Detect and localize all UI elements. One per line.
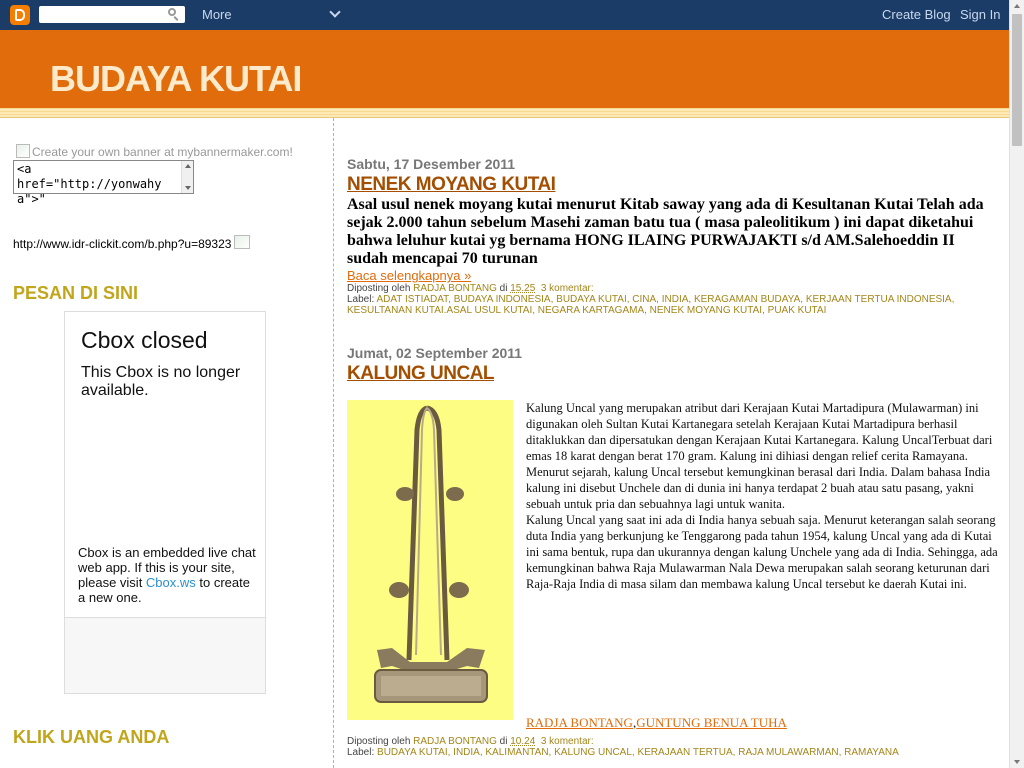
cbox-message: This Cbox is no longer available. [81,364,241,399]
search-icon[interactable] [168,8,180,20]
author-link[interactable]: RADJA BONTANG [413,736,497,747]
post-body: Kalung Uncal yang merupakan atribut dari Kerajaan Kutai Martadipura (Mulawarman) ini digunakan oleh Sultan Kutai Kartanegara setelah Kerajaan Kutai Martadipura berhasil ditaklukkan dan dipersatukan dengan Kerajaan Kutai Kartanegara. Kalung UncalTerbuat dari emas 18 karat dengan berat 170 gram. Kalung ini dihiasi dengan relief cerita Ramayana. Menurut sejarah, kalung Uncal tersebut kemungkinan berasal dari India. Dalam bahasa India kalung ini disebut Unchele dan di dunia ini hanya terdapat 2 buah atau satu pasang, yakni sebuah untuk pria dan sebuahnya lagi untuk wanita. Kalung Uncal yang saat ini ada di India hanya sebuah saja. Menurut keterangan salah seorang duta India yang berkunjung ke Tenggarong pada tahun 1954, kalung Uncal yang ada di Kutai ini sama bentuk, rupa dan ukurannya dengan kalung Unchele yang ada di India. Sehingga, ada kemungkinan bahwa Raja Mulawarman Nala Dewa merupakan salah seorang keturunan dari Raja-Raja India di masa silam dan membawa kalung Uncal tersebut ke daerah Kutai ini. [526,401,998,591]
post-time-link[interactable]: 10.24 [510,736,536,747]
scroll-thumb[interactable] [1012,14,1022,146]
banner-image[interactable]: Create your own banner at mybannermaker.com! [16,144,293,159]
post-meta: Diposting oleh RADJA BONTANG di 15.25 3 komentar: Label: ADAT ISTIADAT, BUDAYA INDONESIA, BUDAYA KUTAI, CINA, INDIA, KERAGAMAN BUDAYA, KERJAAN TERTUA INDONESIA, KESULTANAN KUTAI.ASAL USUL KUTAI, NEGARA KARTAGAMA, NENEK MOYANG KUTAI, PUAK KUTAI [347,283,955,316]
read-more-link[interactable]: Baca selengkapnya » [347,268,472,283]
post-labels[interactable]: BUDAYA KUTAI, INDIA, KALIMANTAN, KALUNG UNCAL, KERAJAAN TERTUA, RAJA MULAWARMAN, RAMAYANA [377,747,899,758]
scroll-down-icon[interactable] [1014,760,1020,764]
post-date: Sabtu, 17 Desember 2011 [347,156,516,172]
widget-title-klik: KLIK UANG ANDA [13,727,170,747]
page-scrollbar[interactable] [1009,0,1024,768]
chevron-down-icon[interactable] [329,6,340,17]
broken-image-icon[interactable] [234,235,250,249]
kalung-uncal-image[interactable] [347,400,513,720]
blog-header [0,30,1009,110]
header-stripe [0,108,1009,118]
post-labels[interactable]: ADAT ISTIADAT, BUDAYA INDONESIA, BUDAYA KUTAI, CINA, INDIA, KERAGAMAN BUDAYA, KERJAAN TERTUA INDONESIA, KESULTANAN KUTAI.ASAL USUL KUTAI, NEGARA KARTAGAMA, NENEK MOYANG KUTAI, PUAK KUTAI [347,294,955,316]
necklace-illustration [347,400,513,720]
cbox-link[interactable]: Cbox.ws [145,575,196,590]
post-date: Jumat, 02 September 2011 [347,345,523,361]
post-title[interactable]: NENEK MOYANG KUTAI [347,174,556,195]
main-content [334,118,1009,768]
post-title[interactable]: KALUNG UNCAL [347,363,495,384]
radja-bontang-link[interactable]: RADJA BONTANG [526,715,633,730]
post-time-link[interactable]: 15.25 [510,283,536,294]
blogger-logo-icon[interactable] [10,5,30,25]
textarea-scrollbar[interactable] [181,161,193,193]
create-blog-link[interactable]: Create Blog [882,7,951,22]
sign-in-link[interactable]: Sign In [960,7,1001,22]
blog-title[interactable]: BUDAYA KUTAI [50,58,302,99]
scroll-up-icon[interactable] [1014,4,1020,8]
search-input[interactable] [39,6,185,23]
post-links: RADJA BONTANG,GUNTUNG BENUA TUHA [526,715,787,730]
navbar [0,0,1024,30]
cbox-about: Cbox is an embedded live chat web app. If this is your site, please visit Cbox.ws to create a new one. [78,545,256,605]
cbox-widget [64,311,266,694]
guntung-benua-tuha-link[interactable]: GUNTUNG BENUA TUHA [636,715,787,730]
post-body: Asal usul nenek moyang kutai menurut Kitab saway yang ada di Kesultanan Kutai Telah ada sejak 2.000 tahun sebelum Masehi zaman batu tua ( masa paleolitikum ) ini dapat diketahui bahwa leluhur kutai yg bernama HONG ILAING PURWAJAKTI s/d AM.Salehoeddin II sudah mencapai 70 turunan [347,196,984,267]
comments-link[interactable]: 3 komentar: [540,283,594,294]
comments-link[interactable]: 3 komentar: [540,736,594,747]
sidebar [0,118,333,768]
banner-code-textarea[interactable]: <a href="http://yonwahy a">" [13,160,194,194]
post-meta: Diposting oleh RADJA BONTANG di 10.24 3 komentar: Label: BUDAYA KUTAI, INDIA, KALIMANTAN, KALUNG UNCAL, KERAJAAN TERTUA, RAJA MULAWARMAN, RAMAYANA [347,736,899,758]
broken-image-icon [16,144,30,158]
click-url: http://www.idr-clickit.com/b.php?u=89323 [13,235,250,251]
widget-title-pesan: PESAN DI SINI [13,283,139,303]
cbox-title: Cbox closed [81,327,208,353]
author-link[interactable]: RADJA BONTANG [413,283,497,294]
more-menu[interactable]: More [202,7,232,22]
